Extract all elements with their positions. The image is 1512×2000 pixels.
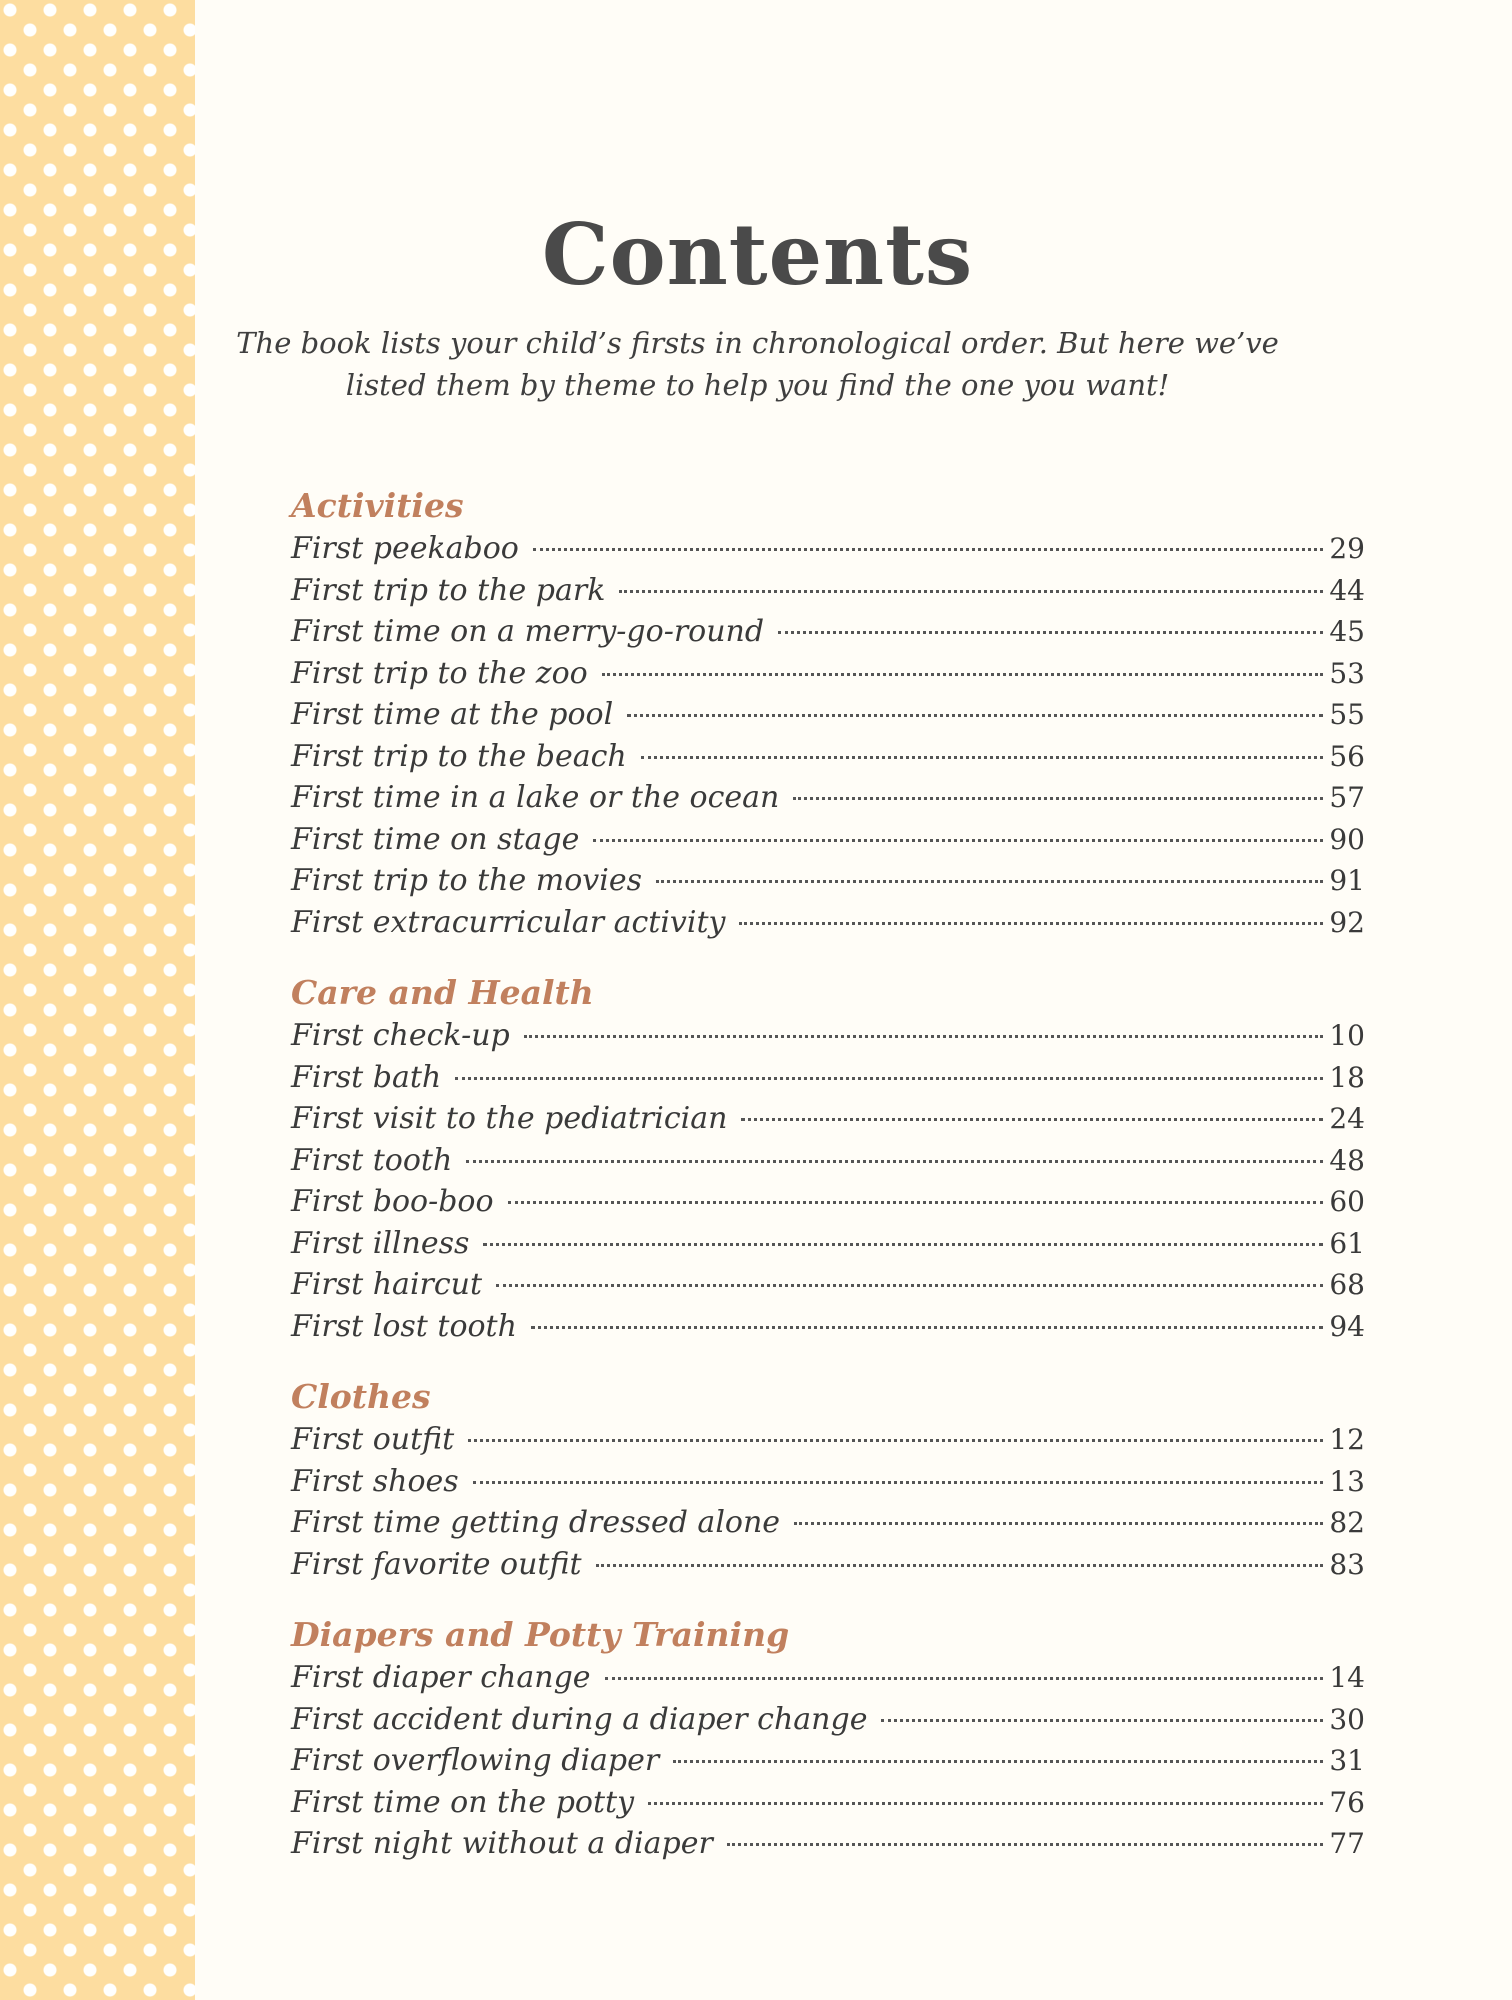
page-number: 14 xyxy=(1329,1661,1365,1694)
dot-leader xyxy=(524,1035,1324,1038)
dot-leader xyxy=(794,1522,1323,1525)
section-title: Diapers and Potty Training xyxy=(291,1615,790,1654)
dot-leader xyxy=(648,1802,1323,1805)
entry-label: First time in a lake or the ocean xyxy=(291,780,780,815)
dot-leader xyxy=(619,590,1323,593)
page-number: 29 xyxy=(1329,532,1365,565)
dot-leader xyxy=(727,1843,1324,1846)
dot-leader xyxy=(656,880,1323,883)
section-title: Clothes xyxy=(291,1377,431,1416)
toc-entry xyxy=(291,819,1365,861)
entry-label: First shoes xyxy=(291,1463,459,1499)
dot-leader xyxy=(508,1201,1324,1204)
entry-label: First illness xyxy=(291,1225,470,1261)
section-title: Care and Health xyxy=(291,973,594,1012)
entry-label: First time on the potty xyxy=(291,1784,635,1820)
intro-text: The book lists your child’s firsts in chronological order. But here we’ve listed them by theme to help you find the one you want! xyxy=(236,326,1279,402)
entry-label: First night without a diaper xyxy=(291,1826,713,1861)
page-number: 83 xyxy=(1329,1547,1365,1581)
toc-entry xyxy=(291,1782,1365,1824)
toc-entry xyxy=(291,902,1365,944)
page-number: 90 xyxy=(1329,822,1365,856)
page-number: 82 xyxy=(1329,1506,1365,1539)
toc-section xyxy=(291,1613,1365,1865)
dot-leader xyxy=(741,1118,1323,1121)
page-number: 91 xyxy=(1329,864,1365,897)
page-number: 57 xyxy=(1329,781,1365,814)
page-number: 56 xyxy=(1329,739,1365,773)
dot-leader xyxy=(483,1243,1323,1246)
toc-entry xyxy=(291,1140,1365,1182)
entry-label: First overflowing diaper xyxy=(291,1743,660,1778)
dot-leader xyxy=(473,1481,1324,1484)
page-number: 60 xyxy=(1329,1185,1365,1218)
toc-entry xyxy=(291,1015,1365,1057)
entry-label: First outfit xyxy=(291,1422,455,1457)
dot-leader xyxy=(455,1077,1323,1080)
toc-entry xyxy=(291,1544,1365,1586)
toc-entry xyxy=(291,1740,1365,1782)
toc-entry xyxy=(291,1098,1365,1140)
dot-leader xyxy=(605,1677,1324,1680)
entry-label: First time getting dressed alone xyxy=(291,1505,781,1540)
toc-entry xyxy=(291,570,1365,612)
entry-label: First time on a merry-go-round xyxy=(291,614,765,649)
dot-leader xyxy=(641,756,1324,759)
contents-page xyxy=(195,0,1512,2000)
toc-entry xyxy=(291,1699,1365,1741)
toc-entry xyxy=(291,1502,1365,1544)
dot-leader xyxy=(739,922,1323,925)
toc-entry xyxy=(291,1181,1365,1223)
page-number: 68 xyxy=(1329,1268,1365,1301)
entry-label: First favorite outfit xyxy=(291,1546,582,1582)
toc-entry xyxy=(291,528,1365,570)
page-number: 12 xyxy=(1329,1423,1365,1456)
entry-label: First tooth xyxy=(291,1142,453,1178)
entry-label: First time on stage xyxy=(291,821,580,857)
page-number: 10 xyxy=(1329,1019,1365,1052)
dot-leader xyxy=(533,548,1324,551)
entry-label: First check-up xyxy=(291,1018,510,1053)
toc-entry xyxy=(291,1223,1365,1265)
toc-entry xyxy=(291,1264,1365,1306)
dot-leader xyxy=(793,797,1323,800)
entry-label: First lost tooth xyxy=(291,1308,517,1344)
entry-label: First trip to the zoo xyxy=(291,655,588,691)
dot-leader xyxy=(596,1564,1324,1567)
entry-label: First time at the pool xyxy=(291,697,614,732)
entry-label: First trip to the park xyxy=(291,572,606,608)
toc-section xyxy=(291,1375,1365,1585)
page-number: 18 xyxy=(1329,1060,1365,1094)
toc-entry xyxy=(291,611,1365,653)
dot-leader xyxy=(496,1284,1323,1287)
dot-leader xyxy=(673,1760,1323,1763)
page-number: 77 xyxy=(1329,1827,1365,1860)
entry-label: First extracurricular activity xyxy=(291,904,726,940)
dot-leader xyxy=(627,714,1323,717)
toc-section xyxy=(291,484,1365,943)
toc-entry xyxy=(291,1306,1365,1348)
dot-leader xyxy=(466,1160,1323,1163)
dot-leader xyxy=(602,673,1324,676)
toc-entry xyxy=(291,777,1365,819)
toc-entry xyxy=(291,1657,1365,1699)
page-number: 30 xyxy=(1329,1702,1365,1736)
entry-label: First boo-boo xyxy=(291,1184,494,1219)
page-number: 55 xyxy=(1329,698,1365,731)
dot-leader xyxy=(778,631,1323,634)
toc-entry xyxy=(291,653,1365,695)
page-number: 76 xyxy=(1329,1785,1365,1819)
dot-leader xyxy=(468,1439,1323,1442)
entry-label: First peekaboo xyxy=(291,531,519,566)
toc-entry xyxy=(291,860,1365,902)
page-number: 44 xyxy=(1329,573,1365,607)
page-number: 61 xyxy=(1329,1226,1365,1260)
toc-entry xyxy=(291,736,1365,778)
dot-leader xyxy=(531,1326,1323,1329)
toc-entry xyxy=(291,694,1365,736)
polka-dot-border xyxy=(0,0,195,2000)
page-title: Contents xyxy=(541,205,974,304)
page-number: 24 xyxy=(1329,1102,1365,1135)
page-number: 92 xyxy=(1329,905,1365,939)
page-number: 48 xyxy=(1329,1143,1365,1177)
section-title: Activities xyxy=(291,486,464,525)
table-of-contents xyxy=(291,484,1365,1893)
toc-entry xyxy=(291,1461,1365,1503)
toc-entry xyxy=(291,1057,1365,1099)
toc-entry xyxy=(291,1419,1365,1461)
page-number: 53 xyxy=(1329,656,1365,690)
page-number: 45 xyxy=(1329,615,1365,648)
entry-label: First bath xyxy=(291,1059,442,1095)
toc-section xyxy=(291,971,1365,1347)
entry-label: First visit to the pediatrician xyxy=(291,1101,728,1136)
entry-label: First diaper change xyxy=(291,1660,591,1695)
dot-leader xyxy=(593,839,1323,842)
page-number: 31 xyxy=(1329,1744,1365,1777)
page-number: 13 xyxy=(1329,1464,1365,1498)
entry-label: First accident during a diaper change xyxy=(291,1701,868,1737)
page-number: 94 xyxy=(1329,1309,1365,1343)
entry-label: First haircut xyxy=(291,1267,483,1302)
entry-label: First trip to the beach xyxy=(291,738,627,774)
dot-leader xyxy=(881,1719,1323,1722)
toc-entry xyxy=(291,1823,1365,1865)
entry-label: First trip to the movies xyxy=(291,863,642,898)
